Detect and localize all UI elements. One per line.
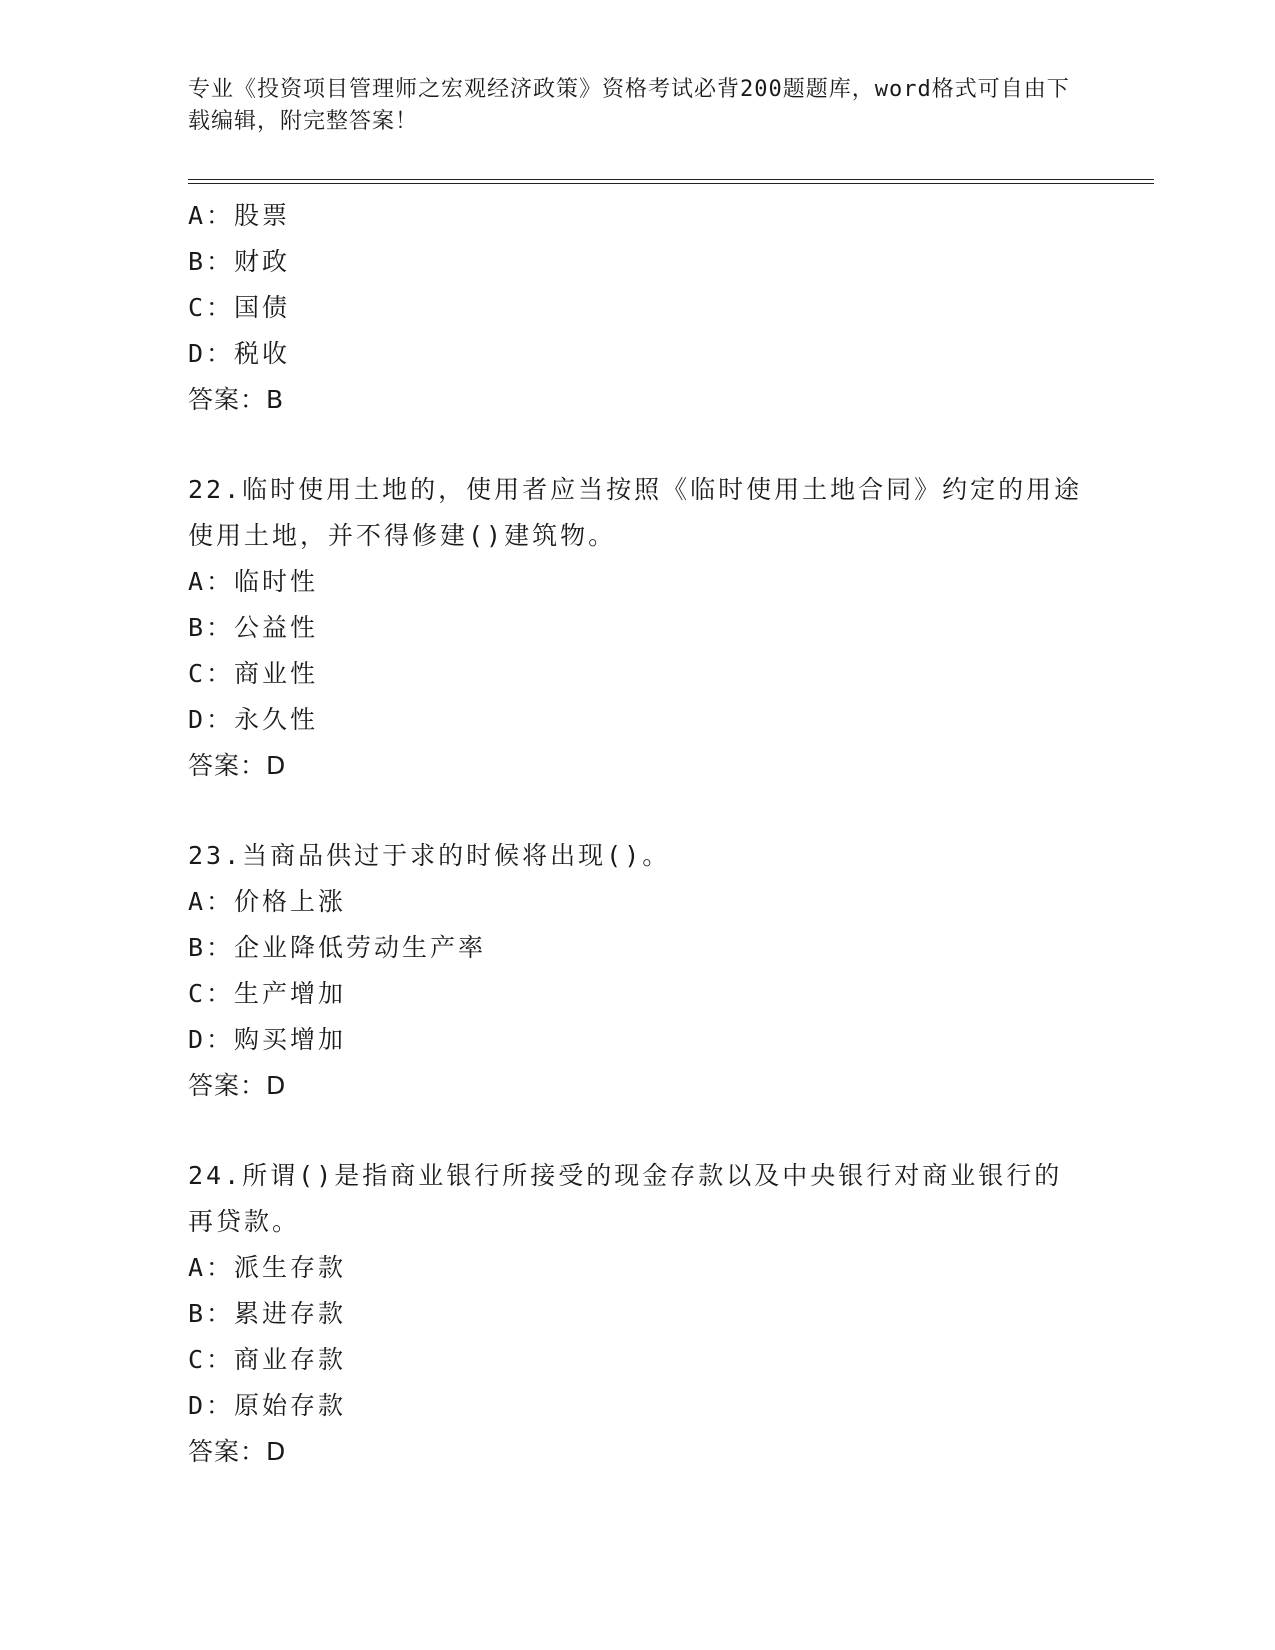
option-a: A：派生存款 <box>188 1253 347 1282</box>
header-divider-top <box>188 179 1154 180</box>
option-c: C：生产增加 <box>188 979 347 1008</box>
spacer <box>188 1109 1088 1153</box>
question-block-24 <box>188 1153 1088 1475</box>
answer-line: 答案：D <box>188 1071 287 1100</box>
option-b: B：累进存款 <box>188 1299 347 1328</box>
option-b: B：公益性 <box>188 613 319 642</box>
option-c: C：商业性 <box>188 659 319 688</box>
document-header: 专业《投资项目管理师之宏观经济政策》资格考试必背200题题库，word格式可自由下载编辑，附完整答案！ <box>188 77 1070 134</box>
question-list <box>188 193 1088 1475</box>
question-stem: 24.所谓()是指商业银行所接受的现金存款以及中央银行对商业银行的再贷款。 <box>188 1161 1063 1236</box>
option-a: A：临时性 <box>188 567 319 596</box>
spacer <box>188 789 1088 833</box>
question-block-21 <box>188 193 1088 423</box>
question-stem: 22.临时使用土地的，使用者应当按照《临时使用土地合同》约定的用途使用土地，并不得修建()建筑物。 <box>188 475 1083 550</box>
answer-line: 答案：D <box>188 1437 287 1466</box>
option-a: A：价格上涨 <box>188 887 347 916</box>
option-a: A：股票 <box>188 201 291 230</box>
header-divider-bottom <box>188 183 1154 184</box>
answer-line: 答案：D <box>188 751 287 780</box>
option-b: B：财政 <box>188 247 291 276</box>
option-d: D：购买增加 <box>188 1025 347 1054</box>
question-stem: 23.当商品供过于求的时候将出现()。 <box>188 841 671 870</box>
spacer <box>188 423 1088 467</box>
option-c: C：商业存款 <box>188 1345 347 1374</box>
option-d: D：永久性 <box>188 705 319 734</box>
question-block-23 <box>188 833 1088 1109</box>
option-d: D：原始存款 <box>188 1391 347 1420</box>
option-c: C：国债 <box>188 293 291 322</box>
answer-line: 答案：B <box>188 385 285 414</box>
option-d: D：税收 <box>188 339 291 368</box>
question-block-22 <box>188 467 1088 789</box>
option-b: B：企业降低劳动生产率 <box>188 933 487 962</box>
